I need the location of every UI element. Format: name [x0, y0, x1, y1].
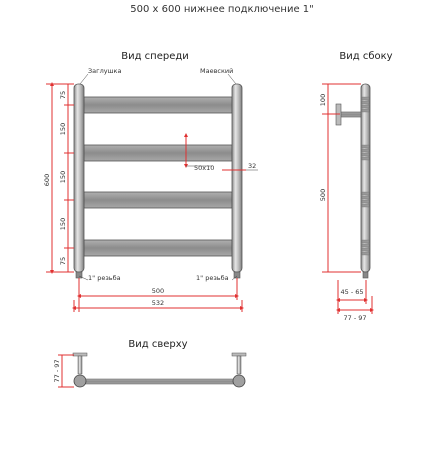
callout-pipe-dia: 32 — [248, 162, 257, 170]
towel-bar-4 — [84, 240, 232, 256]
top-mount-right — [232, 353, 246, 356]
side-pipe — [361, 84, 370, 272]
side-view-title: Вид сбоку — [339, 51, 393, 62]
dim-side-offset-small: 45 - 65 — [340, 288, 364, 296]
towel-bar-3 — [84, 192, 232, 208]
right-pipe — [232, 84, 242, 272]
dim-top-offset: 77 - 97 — [53, 359, 61, 383]
right-pipe-thread — [234, 272, 240, 278]
dim-seg-bottom: 75 — [59, 256, 67, 266]
dim-seg-3: 150 — [59, 217, 67, 231]
callout-mayevsky: Маевский — [200, 67, 234, 75]
callout-thread-left: 1" резьба — [88, 274, 121, 282]
towel-bar-2 — [84, 145, 232, 161]
side-view — [336, 84, 370, 278]
dim-outer-width: 532 — [151, 299, 165, 307]
top-pipe-left — [74, 375, 86, 387]
towel-bar-1 — [84, 97, 232, 113]
top-view-title: Вид сверху — [128, 339, 188, 350]
callout-thread-right: 1" резьба — [196, 274, 229, 282]
front-view — [74, 84, 242, 278]
dim-side-offset-large: 77 - 97 — [343, 314, 367, 322]
top-mount-left — [73, 353, 87, 356]
top-pipe-right — [233, 375, 245, 387]
dim-total-height: 600 — [43, 173, 51, 187]
top-bar — [84, 379, 236, 384]
dim-seg-2: 150 — [59, 170, 67, 184]
wall-bracket — [340, 112, 361, 117]
front-view-title: Вид спереди — [121, 51, 189, 62]
left-pipe — [74, 84, 84, 272]
dim-side-top: 100 — [319, 93, 327, 107]
dim-seg-top: 75 — [59, 90, 67, 100]
dim-seg-1: 150 — [59, 122, 67, 136]
callout-bar-section: 50x10 — [194, 164, 215, 172]
dim-side-main: 500 — [319, 188, 327, 202]
dim-inner-width: 500 — [151, 287, 165, 295]
callout-plug: Заглушка — [88, 67, 122, 75]
side-pipe-thread — [363, 272, 368, 278]
page-title: 500 x 600 нижнее подключение 1" — [130, 4, 314, 15]
top-view — [73, 353, 246, 387]
